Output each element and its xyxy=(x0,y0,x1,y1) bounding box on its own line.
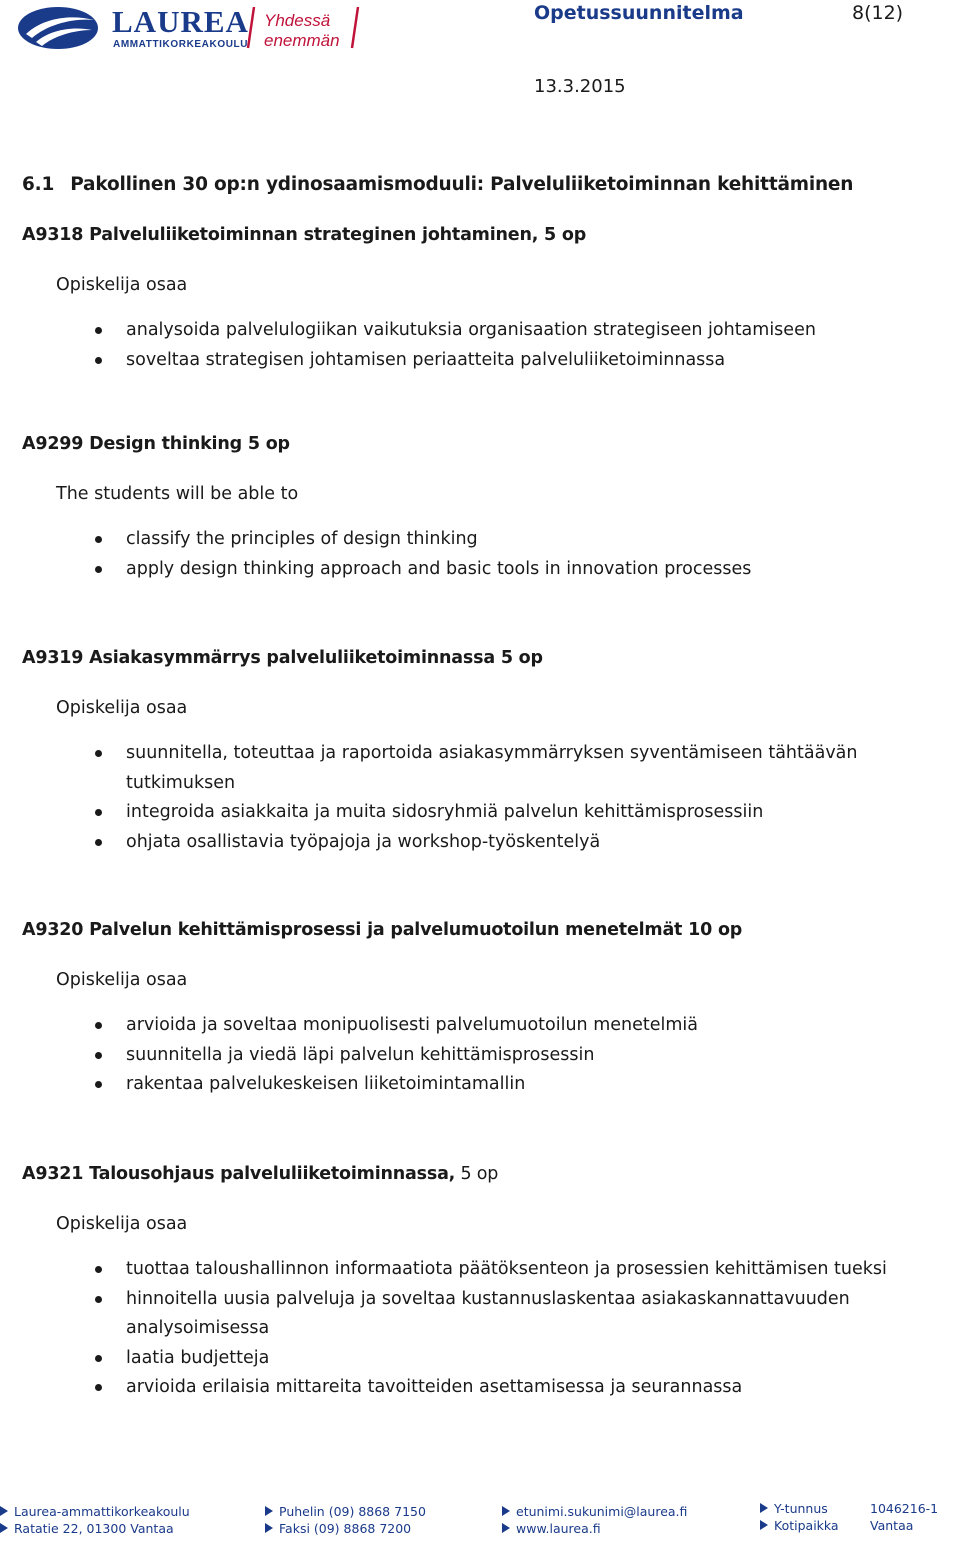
course-section xyxy=(22,224,952,375)
list-item: arvioida ja soveltaa monipuolisesti palvelumuotoilun menetelmiä xyxy=(126,1011,952,1041)
learning-outcomes xyxy=(22,1255,952,1403)
triangle-bullet-icon xyxy=(0,1523,8,1533)
list-item: apply design thinking approach and basic tools in innovation processes xyxy=(126,555,952,585)
list-item: hinnoitella uusia palveluja ja soveltaa kustannuslaskentaa asiakaskannattavuuden analysoimisessa xyxy=(126,1285,926,1344)
course-intro: Opiskelija osaa xyxy=(56,1214,188,1234)
course-title: A9319 Asiakasymmärrys palveluliiketoiminnassa 5 op xyxy=(22,648,543,668)
triangle-bullet-icon xyxy=(0,1506,8,1516)
bullet-icon xyxy=(95,1266,102,1273)
course-section xyxy=(22,433,952,584)
footer-contact xyxy=(502,1503,687,1537)
bullet-icon xyxy=(95,1081,102,1088)
bullet-icon xyxy=(95,1355,102,1362)
course-intro: Opiskelija osaa xyxy=(56,698,188,718)
list-item: rakentaa palvelukeskeisen liiketoimintamallin xyxy=(126,1070,952,1100)
course-title: A9318 Palveluliiketoiminnan strateginen johtaminen, 5 op xyxy=(22,225,587,245)
logo-subtext: AMMATTIKORKEAKOULU xyxy=(113,39,249,50)
list-item: ohjata osallistavia työpajoja ja workshop-työskentelyä xyxy=(126,828,952,858)
course-section xyxy=(22,647,952,857)
learning-outcomes xyxy=(22,1011,952,1100)
footer-phone: Puhelin (09) 8868 7150 Faksi (09) 8868 7200 xyxy=(265,1503,426,1537)
learning-outcomes xyxy=(22,525,952,584)
web-link[interactable]: www.laurea.fi xyxy=(516,1521,601,1536)
section-number: 6.1 xyxy=(22,174,55,195)
logo-slogan-1: Yhdessä xyxy=(264,11,331,30)
list-item: laatia budjetteja xyxy=(126,1344,952,1374)
bullet-icon xyxy=(95,1296,102,1303)
course-section xyxy=(22,919,952,1100)
bullet-icon xyxy=(95,1022,102,1029)
list-item: arvioida erilaisia mittareita tavoitteiden asettamisessa ja seurannassa xyxy=(126,1373,952,1403)
bullet-icon xyxy=(95,750,102,757)
course-intro: The students will be able to xyxy=(56,484,299,504)
triangle-bullet-icon xyxy=(265,1506,273,1516)
list-item: integroida asiakkaita ja muita sidosryhmiä palvelun kehittämisprosessiin xyxy=(126,798,952,828)
course-title: A9321 Talousohjaus palveluliiketoiminnassa, 5 op xyxy=(22,1164,499,1184)
document-title: Opetussuunnitelma xyxy=(534,2,744,24)
learning-outcomes xyxy=(22,316,952,375)
learning-outcomes xyxy=(22,739,952,857)
section-title: Pakollinen 30 op:n ydinosaamismoduuli: Palveluliiketoiminnan kehittäminen xyxy=(70,174,854,195)
document-date: 13.3.2015 xyxy=(534,76,626,97)
email-link[interactable]: etunimi.sukunimi@laurea.fi xyxy=(516,1504,688,1519)
footer-registry: Y-tunnus 1046216-1 Kotipaikka Vantaa xyxy=(760,1500,938,1534)
page-number: 8(12) xyxy=(852,2,904,24)
laurea-logo xyxy=(18,4,368,52)
footer-org: Laurea-ammattikorkeakoulu Ratatie 22, 01300 Vantaa xyxy=(0,1503,190,1537)
laurea-emblem-icon xyxy=(18,7,98,49)
triangle-bullet-icon xyxy=(502,1523,510,1533)
logo-text: LAUREA xyxy=(112,4,249,39)
bullet-icon xyxy=(95,327,102,334)
course-intro: Opiskelija osaa xyxy=(56,970,188,990)
bullet-icon xyxy=(95,839,102,846)
page-footer xyxy=(0,1500,960,1540)
course-title: A9299 Design thinking 5 op xyxy=(22,434,290,454)
course-title: A9320 Palvelun kehittämisprosessi ja palvelumuotoilun menetelmät 10 op xyxy=(22,920,743,940)
list-item: analysoida palvelulogiikan vaikutuksia organisaation strategiseen johtamiseen xyxy=(126,316,952,346)
triangle-bullet-icon xyxy=(502,1506,510,1516)
section-heading xyxy=(22,174,853,195)
list-item: tuottaa taloushallinnon informaatiota päätöksenteon ja prosessien kehittämisen tueksi xyxy=(126,1255,952,1285)
list-item: classify the principles of design thinking xyxy=(126,525,952,555)
list-item: suunnitella ja viedä läpi palvelun kehittämisprosessin xyxy=(126,1041,952,1071)
logo-slogan-2: enemmän xyxy=(264,31,340,50)
course-intro: Opiskelija osaa xyxy=(56,275,188,295)
bullet-icon xyxy=(95,1052,102,1059)
course-section xyxy=(22,1163,952,1403)
bullet-icon xyxy=(95,809,102,816)
list-item: suunnitella, toteuttaa ja raportoida asiakasymmärryksen syventämiseen tähtäävän tutkimuksen xyxy=(126,739,926,798)
triangle-bullet-icon xyxy=(760,1503,768,1513)
list-item: soveltaa strategisen johtamisen periaatteita palveluliiketoiminnassa xyxy=(126,346,952,376)
triangle-bullet-icon xyxy=(265,1523,273,1533)
triangle-bullet-icon xyxy=(760,1520,768,1530)
bullet-icon xyxy=(95,1384,102,1391)
bullet-icon xyxy=(95,357,102,364)
bullet-icon xyxy=(95,536,102,543)
bullet-icon xyxy=(95,566,102,573)
